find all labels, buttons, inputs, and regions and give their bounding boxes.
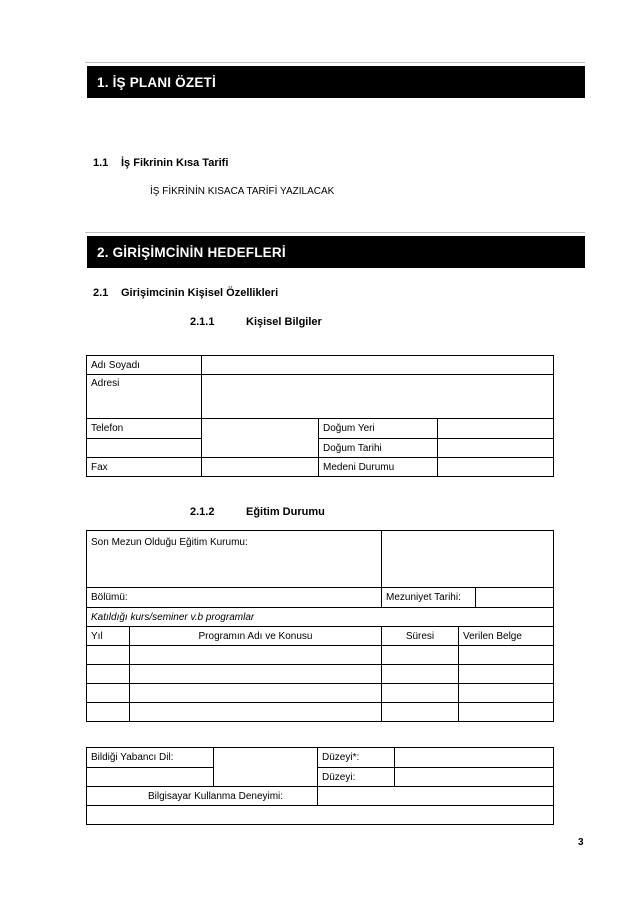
level1-label: Düzeyi*: (318, 748, 395, 768)
section2-1-1-number: 2.1.1 (190, 316, 215, 328)
birthplace-value-cell[interactable] (438, 419, 554, 439)
school-value-cell[interactable] (382, 531, 554, 588)
duration-cell[interactable] (382, 646, 459, 665)
table-row (87, 665, 554, 684)
education-table (86, 530, 554, 722)
certificate-cell[interactable] (459, 684, 554, 703)
phone-label: Telefon (87, 419, 202, 439)
phone-value-cell[interactable] (202, 419, 319, 458)
section1-1-number: 1.1 (93, 157, 109, 169)
fax-label: Fax (87, 458, 202, 477)
fax-value-cell[interactable] (202, 458, 319, 477)
birthdate-label: Doğum Tarihi (319, 439, 438, 458)
certificate-cell[interactable] (459, 703, 554, 722)
section1-banner (87, 66, 585, 98)
page-number: 3 (578, 837, 584, 848)
marital-value-cell[interactable] (438, 458, 554, 477)
section1-banner-rule (85, 62, 585, 63)
grad-date-label: Mezuniyet Tarihi: (382, 588, 476, 608)
school-label: Son Mezun Olduğu Eğitim Kurumu: (87, 531, 382, 588)
program-cell[interactable] (130, 646, 382, 665)
col-program-header: Programın Adı ve Konusu (130, 627, 382, 646)
col-duration-header: Süresi (382, 627, 459, 646)
certificate-cell[interactable] (459, 646, 554, 665)
section2-1-2-title: Eğitim Durumu (246, 506, 325, 518)
birthdate-value-cell[interactable] (438, 439, 554, 458)
marital-label: Medeni Durumu (319, 458, 438, 477)
language-value-cell[interactable] (214, 748, 318, 787)
language-label: Bildiği Yabancı Dil: (87, 748, 214, 768)
computer-label: Bilgisayar Kullanma Deneyimi: (148, 790, 284, 802)
personal-info-table (86, 355, 554, 477)
program-cell[interactable] (130, 665, 382, 684)
phone-blank-cell (87, 439, 202, 458)
year-cell[interactable] (87, 703, 130, 722)
computer-label-cell (87, 787, 318, 806)
table-row (87, 684, 554, 703)
computer-value-cell[interactable] (87, 806, 554, 825)
section2-banner-title: 2. GİRİŞİMCİNİN HEDEFLERİ (97, 244, 286, 260)
address-value-cell[interactable] (202, 375, 554, 419)
address-label: Adresi (87, 375, 202, 419)
col-certificate-header: Verilen Belge (459, 627, 554, 646)
level1-value-cell[interactable] (395, 748, 554, 768)
language-table (86, 747, 554, 825)
section2-1-2-number: 2.1.2 (190, 506, 215, 518)
birthplace-label: Doğum Yeri (319, 419, 438, 439)
section1-1-title: İş Fikrinin Kısa Tarifi (121, 157, 229, 169)
section1-banner-title: 1. İŞ PLANI ÖZETİ (97, 74, 216, 90)
department-label: Bölümü: (87, 588, 382, 608)
col-year-header: Yıl (87, 627, 130, 646)
year-cell[interactable] (87, 646, 130, 665)
program-cell[interactable] (130, 684, 382, 703)
table-row (87, 646, 554, 665)
level2-value-cell[interactable] (395, 768, 554, 787)
level2-label: Düzeyi: (318, 768, 395, 787)
name-value-cell[interactable] (202, 356, 554, 375)
year-cell[interactable] (87, 665, 130, 684)
duration-cell[interactable] (382, 684, 459, 703)
section2-1-number: 2.1 (93, 287, 109, 299)
grad-date-value-cell[interactable] (476, 588, 554, 608)
language-blank-cell (87, 768, 214, 787)
table-row (87, 703, 554, 722)
program-cell[interactable] (130, 703, 382, 722)
section2-banner-rule (85, 232, 585, 233)
section2-1-title: Girişimcinin Kişisel Özellikleri (121, 287, 279, 299)
courses-label: Katıldığı kurs/seminer v.b programlar (87, 608, 554, 627)
computer-blank-cell (318, 787, 554, 806)
year-cell[interactable] (87, 684, 130, 703)
name-label: Adı Soyadı (87, 356, 202, 375)
duration-cell[interactable] (382, 703, 459, 722)
duration-cell[interactable] (382, 665, 459, 684)
certificate-cell[interactable] (459, 665, 554, 684)
section1-1-body: İŞ FİKRİNİN KISACA TARİFİ YAZILACAK (150, 186, 335, 197)
section2-banner (87, 236, 585, 268)
section2-1-1-title: Kişisel Bilgiler (246, 316, 322, 328)
